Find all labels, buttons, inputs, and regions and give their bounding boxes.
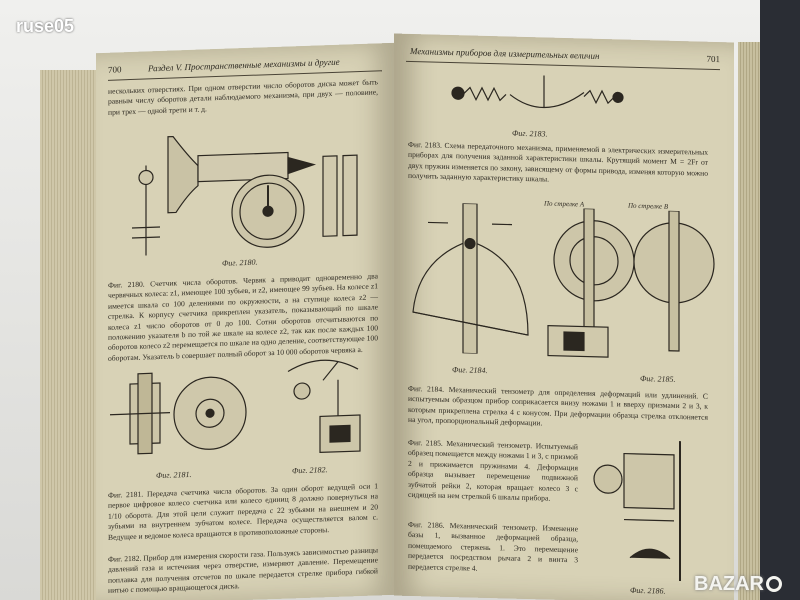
fig-2185-caption: Фиг. 2185. [640, 373, 676, 384]
fig-2183-caption: Фиг. 2183. [512, 128, 548, 139]
figure-2180 [118, 110, 368, 259]
figure-2184 [408, 202, 538, 355]
arrow-b-label: По стрелке B [628, 201, 669, 211]
fig-2185-text: Фиг. 2185. Механический тензометр. Испытуемый образец помещается между ножами 1 и 3, с призмой 2 и прижимается пружинами 4. Деформация образца вызывает перемещение подвижной зубчатой рейки 2, которая вращает колесо 3 с сидящей на нем стрелкой 6 шкалы прибора. [408, 437, 578, 503]
figure-2181 [110, 360, 250, 465]
figure-2182 [268, 348, 378, 462]
figure-2186 [590, 439, 710, 582]
fig-2182-caption: Фиг. 2182. [292, 465, 328, 476]
fig-2183-text: Фиг. 2183. Схема передаточного механизма, применяемой в электрических измерительных приборах для получения заданной характеристики шкалы. Крутящий момент M = 2Fr от двух пружин изменяется по закону, зависящему от формы привода, изменяя которую можно получить заданную характеристику шкалы. [408, 139, 708, 184]
arrow-a-label: По стрелке A [544, 199, 585, 209]
logo-ring-icon [766, 576, 782, 592]
fig-2181-text: Фиг. 2181. Передача счетчика числа оборотов. За один оборот ведущей оси 1 первое цифровое колесо счетчика или колесо единиц 8 должно повернуться на 1/10 оборота. Для этой цели служит передача с 22 зубьями на внешнем и 20 зубьями на внутреннем зубчатом колесе. Передача осуществляется валом с. Ведущее и ведомое колеса вращаются в противоположные стороны. [108, 481, 378, 542]
left-running-title: Раздел V. Пространственные механизмы и другие [148, 56, 340, 74]
fig-2186-caption: Фиг. 2186. [630, 585, 666, 596]
watermark-text: ruse05 [16, 16, 75, 36]
fig-2180-text: Фиг. 2180. Счетчик числа оборотов. Червяк a приводит одновременно два червячных колеса: z1, имеющее 100 зубьев, и z2, имеющее 99 зубьев. На колесе z1 имеется шкала со 100 делениями по окружности, а на ступице колеса z2 — стрелка. К корпусу счетчика прикреплен указатель, показывающий по шкале колеса z1 число оборотов от 0 до 100. Сотни оборотов отсчитываются по положению указателя b по той же шкале на колесе z2, так как после каждых 100 оборотов колесо z2 перемещается по шкале на одно деление, соответствующее 100 оборотам. Указатель b совершает полный оборот за 10 000 оборотов червяка a. [108, 271, 378, 363]
book-cover [760, 0, 800, 600]
fig-2182-text: Фиг. 2182. Прибор для измерения скорости газа. Пользуясь зависимостью разницы давлений газа и истечения через отверстие, измеряют давление. Перемещение поплавка для получения отсчетов по шкале передается стрелке прибора гибкой нитью с помощью вращающегося диска. [108, 545, 378, 596]
figure-2185 [544, 207, 724, 372]
right-page-number: 701 [706, 53, 720, 65]
fig-2184-caption: Фиг. 2184. [452, 365, 488, 375]
right-running-title: Механизмы приборов для измерительных величин [410, 45, 600, 61]
fig-2186-text: Фиг. 2186. Механический тензометр. Изменение базы 1, вызванное деформацией образца, помещаемого стержень 1. Это перемещение передается посредством рычага 2 и винта 3 передается стрелке 4. [408, 519, 578, 573]
fig-2184-text: Фиг. 2184. Механический тензометр для определения деформаций или удлинений. С испытуемым образцом прибор соприкасается внизу ножами 1 и вверху призмами 2 и 3, к которым прикреплена стрелка 4 с конусом. При деформации образца стрелка отклоняется на угол, пропорциональный деформации. [408, 383, 708, 428]
left-page-header [108, 55, 382, 81]
bazar-logo-text: BAZAR [694, 573, 764, 595]
left-page-number: 700 [108, 64, 122, 75]
fig-2181-caption: Фиг. 2181. [156, 469, 192, 481]
bazar-logo [694, 573, 782, 596]
right-page-stack [738, 42, 760, 600]
fig-2180-caption: Фиг. 2180. [222, 257, 258, 268]
right-page [394, 34, 734, 600]
left-intro-text: нескольких отверстиях. При одном отверстии число оборотов диска может быть равным числу оборотов детали наблюдаемого механизма, при двух — половине, при трех — одной трети и т. д. [108, 77, 378, 117]
figure-2183 [444, 69, 624, 134]
right-page-header [406, 46, 720, 70]
left-page [96, 43, 396, 600]
